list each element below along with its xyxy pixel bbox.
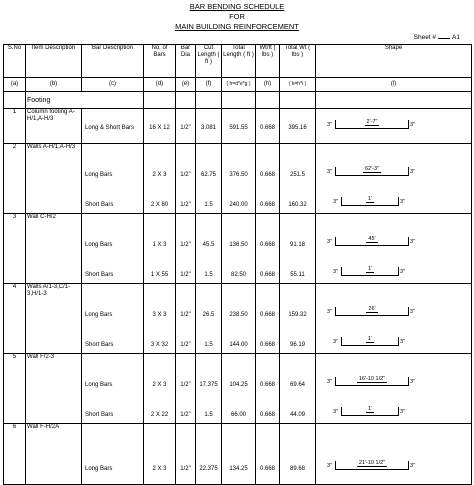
shape-right-hook: 3": [410, 463, 416, 469]
total-length-cell: [222, 424, 256, 485]
wt-per-ft: 0.668: [259, 242, 275, 248]
bar-dia-cell: [176, 144, 196, 214]
bar-description-cell: [82, 284, 144, 354]
bar-description: Short Bars: [85, 202, 114, 208]
shape-length: 1': [367, 336, 373, 342]
total-weight: 160.32: [288, 202, 307, 208]
item-description-cell: Wall F-H/2A: [26, 424, 82, 485]
wt-per-ft: 0.668: [259, 272, 275, 278]
bar-description-cell: [82, 424, 144, 485]
total-length: 104.25: [229, 382, 248, 388]
shape-right-hook: 3": [400, 199, 406, 205]
bar-dia: 1/2": [180, 272, 191, 278]
wt-per-ft-cell: [256, 354, 280, 424]
table-row: [4, 144, 472, 214]
bar-dia: 1/2": [180, 242, 191, 248]
table-row: [4, 214, 472, 284]
shape-left-hook: 3": [333, 339, 339, 345]
bar-description-cell: [82, 214, 144, 284]
wt-per-ft: 0.668: [259, 382, 275, 388]
no-of-bars: 1 X 3: [152, 242, 167, 248]
wt-per-ft: 0.668: [259, 202, 275, 208]
cut-length-cell: [196, 354, 222, 424]
shape-length: 1': [367, 196, 373, 202]
code-d: (d): [144, 78, 176, 92]
wt-per-ft: 0.668: [259, 172, 275, 178]
bar-description: Long Bars: [85, 312, 113, 318]
col-cut: Cut Length ( ft ): [196, 45, 222, 78]
total-weight: 69.64: [289, 382, 305, 388]
schedule-subtitle: MAIN BUILDING REINFORCEMENT: [175, 22, 299, 31]
sheet-number: [414, 34, 460, 41]
bar-description: Long Bars: [85, 172, 113, 178]
table-row: [4, 109, 472, 144]
bar-line: [335, 307, 409, 316]
col-bar-desc: Bar Description: [82, 45, 144, 78]
table-row: [4, 424, 472, 485]
code-row: [4, 78, 472, 92]
bar-dia-cell: [176, 424, 196, 485]
total-length: 134.25: [229, 466, 248, 472]
bar-description: Short Bars: [85, 412, 114, 418]
schedule-for: FOR: [229, 12, 245, 21]
wt-per-ft: 0.668: [259, 125, 275, 131]
wt-per-ft: 0.668: [259, 312, 275, 318]
no-of-bars: 2 X 80: [150, 202, 169, 208]
sno-cell: 5: [4, 354, 26, 424]
cut-length: 3.081: [200, 125, 216, 131]
wt-per-ft: 0.668: [259, 412, 275, 418]
bar-shape-diagram: [317, 335, 467, 349]
sno-cell: 2: [4, 144, 26, 214]
cut-length-cell: [196, 284, 222, 354]
total-length: 66.00: [230, 412, 246, 418]
cut-length: 45.5: [202, 242, 215, 248]
no-of-bars-cell: [144, 144, 176, 214]
no-of-bars-cell: [144, 109, 176, 144]
table-row: [4, 354, 472, 424]
col-wtft: Wt/ft ( lbs ): [256, 45, 280, 78]
sno-cell: 4: [4, 284, 26, 354]
bar-shape-diagram: [317, 265, 467, 279]
shape-right-hook: 3": [410, 169, 416, 175]
no-of-bars: 1 X 55: [150, 272, 169, 278]
no-of-bars: 3 X 3: [152, 312, 167, 318]
code-i: ( k=h*i ): [280, 78, 316, 92]
no-of-bars-cell: [144, 284, 176, 354]
bar-shape-diagram: [317, 459, 467, 473]
bar-description-cell: [82, 109, 144, 144]
no-of-bars: 2 X 22: [150, 412, 169, 418]
shape-left-hook: 3": [327, 169, 333, 175]
cut-length-cell: [196, 424, 222, 485]
total-weight-cell: [280, 109, 316, 144]
shape-cell: [316, 214, 472, 284]
bar-dia: 1/2": [180, 342, 191, 348]
total-length: 136.50: [229, 242, 248, 248]
shape-right-hook: 3": [410, 379, 416, 385]
shape-left-hook: 3": [327, 463, 333, 469]
cut-length: 1.5: [204, 412, 213, 418]
col-item: Item Description: [26, 45, 82, 78]
cut-length-cell: [196, 144, 222, 214]
shape-right-hook: 3": [410, 309, 416, 315]
no-of-bars-cell: [144, 354, 176, 424]
shape-cell: [316, 424, 472, 485]
code-a: (a): [4, 78, 26, 92]
total-weight: 55.11: [290, 272, 305, 278]
bar-line: [341, 267, 399, 276]
code-c: (c): [82, 78, 144, 92]
sno-cell: 6: [4, 424, 26, 485]
item-description-cell: Walls A-H/1,A-H/3: [26, 144, 82, 214]
total-length: 82.50: [230, 272, 246, 278]
code-g: ( h=d*e*g ): [222, 78, 256, 92]
bar-dia: 1/2": [180, 382, 191, 388]
code-l: (l): [316, 78, 472, 92]
total-length-cell: [222, 284, 256, 354]
wt-per-ft-cell: [256, 214, 280, 284]
bar-shape-diagram: [317, 305, 467, 319]
shape-left-hook: 3": [333, 199, 339, 205]
cut-length: 22.375: [199, 466, 218, 472]
no-of-bars: 2 X 3: [152, 382, 167, 388]
sheet-value: A1: [452, 34, 460, 41]
shape-right-hook: 3": [410, 239, 416, 245]
shape-right-hook: 3": [410, 122, 416, 128]
item-description-cell: Column footing A-H/1,A-H/3: [26, 109, 82, 144]
shape-cell: [316, 144, 472, 214]
bar-description: Long Bars: [85, 242, 113, 248]
bar-line: [335, 377, 409, 386]
total-length-cell: [222, 354, 256, 424]
shape-length: 2'-7": [366, 119, 378, 125]
bar-shape-diagram: [317, 118, 467, 132]
shape-length: 1': [367, 266, 373, 272]
cut-length: 1.5: [204, 342, 213, 348]
shape-length: 62'-3": [364, 166, 379, 172]
wt-per-ft-cell: [256, 144, 280, 214]
no-of-bars-cell: [144, 214, 176, 284]
col-total-wt: Total Wt ( lbs ): [280, 45, 316, 78]
shape-right-hook: 3": [400, 409, 406, 415]
bar-line: [335, 461, 409, 470]
shape-length: 1': [367, 406, 373, 412]
bar-line: [341, 337, 399, 346]
bar-description: Short Bars: [85, 342, 114, 348]
col-shape: Shape: [316, 45, 472, 78]
shape-left-hook: 3": [327, 239, 333, 245]
no-of-bars: 2 X 3: [152, 172, 167, 178]
table-row: [4, 284, 472, 354]
shape-right-hook: 3": [400, 269, 406, 275]
bar-shape-diagram: [317, 195, 467, 209]
wt-per-ft-cell: [256, 284, 280, 354]
sheet-label: Sheet #: [413, 34, 437, 41]
cut-length-cell: [196, 109, 222, 144]
shape-length: 21'-10 1/2": [358, 460, 386, 466]
bar-line: [335, 237, 409, 246]
bar-description-cell: [82, 354, 144, 424]
col-sno: S.No: [4, 45, 26, 78]
bar-shape-diagram: [317, 165, 467, 179]
bar-dia: 1/2": [180, 172, 191, 178]
code-f: (f): [196, 78, 222, 92]
wt-per-ft-cell: [256, 424, 280, 485]
total-weight: 251.5: [289, 172, 305, 178]
bar-description: Long Bars: [85, 466, 113, 472]
bar-dia: 1/2": [180, 125, 191, 131]
total-length: 144.00: [229, 342, 248, 348]
sno-cell: 1: [4, 109, 26, 144]
section-title: Footing: [26, 92, 144, 109]
bar-description: Short Bars: [85, 272, 114, 278]
total-length: 240.00: [229, 202, 248, 208]
wt-per-ft: 0.668: [259, 342, 275, 348]
shape-length: 26': [368, 306, 376, 312]
no-of-bars-cell: [144, 424, 176, 485]
bar-shape-diagram: [317, 235, 467, 249]
bar-dia: 1/2": [180, 412, 191, 418]
header-row: [4, 45, 472, 78]
schedule-body: [4, 109, 472, 485]
cut-length: 1.5: [204, 272, 213, 278]
total-weight-cell: [280, 214, 316, 284]
no-of-bars: 2 X 3: [152, 466, 167, 472]
total-length-cell: [222, 144, 256, 214]
code-h: (h): [256, 78, 280, 92]
shape-cell: [316, 354, 472, 424]
code-e: (e): [176, 78, 196, 92]
shape-cell: [316, 284, 472, 354]
item-description-cell: Walls A/1-3,C/1-3,H/1-3: [26, 284, 82, 354]
total-length-cell: [222, 109, 256, 144]
item-description-cell: Wall F/2-3: [26, 354, 82, 424]
total-weight-cell: [280, 354, 316, 424]
item-description-cell: Wall C-H/2: [26, 214, 82, 284]
shape-left-hook: 3": [333, 409, 339, 415]
no-of-bars: 16 X 12: [149, 125, 170, 131]
bar-dia-cell: [176, 109, 196, 144]
total-weight: 89.68: [289, 466, 305, 472]
shape-right-hook: 3": [400, 339, 406, 345]
total-length: 238.50: [229, 312, 248, 318]
bar-description: Long Bars: [85, 382, 113, 388]
code-b: (b): [26, 78, 82, 92]
bar-line: [335, 167, 409, 176]
total-weight-cell: [280, 144, 316, 214]
total-weight: 395.16: [288, 125, 307, 131]
shape-left-hook: 3": [327, 379, 333, 385]
bar-description: Long & Short Bars: [85, 125, 135, 131]
bar-dia-cell: [176, 354, 196, 424]
bar-line: [341, 407, 399, 416]
total-weight: 159.32: [288, 312, 307, 318]
shape-left-hook: 3": [327, 309, 333, 315]
total-length: 591.55: [229, 125, 248, 131]
bar-description-cell: [82, 144, 144, 214]
bar-dia-cell: [176, 284, 196, 354]
col-total-len: Total Length ( ft ): [222, 45, 256, 78]
bar-shape-diagram: [317, 375, 467, 389]
schedule-title: BAR BENDING SCHEDULE: [189, 2, 285, 11]
cut-length: 17.375: [199, 382, 218, 388]
sno-cell: 3: [4, 214, 26, 284]
bar-dia: 1/2": [180, 466, 191, 472]
bar-dia-cell: [176, 214, 196, 284]
wt-per-ft: 0.668: [259, 466, 275, 472]
schedule-table: [3, 44, 472, 485]
section-row: [4, 92, 472, 109]
col-dia: Bar Dia: [176, 45, 196, 78]
total-weight: 91.18: [289, 242, 305, 248]
cut-length: 1.5: [204, 202, 213, 208]
shape-left-hook: 3": [327, 122, 333, 128]
bar-line: [335, 120, 409, 129]
shape-length: 16'-10 1/2": [358, 376, 386, 382]
total-weight: 44.09: [289, 412, 305, 418]
total-length-cell: [222, 214, 256, 284]
cut-length: 62.75: [200, 172, 216, 178]
total-weight: 96.19: [289, 342, 305, 348]
bar-dia: 1/2": [180, 202, 191, 208]
no-of-bars: 3 X 32: [150, 342, 169, 348]
wt-per-ft-cell: [256, 109, 280, 144]
cut-length: 26.5: [202, 312, 215, 318]
total-length: 376.50: [229, 172, 248, 178]
cut-length-cell: [196, 214, 222, 284]
bar-dia: 1/2": [180, 312, 191, 318]
total-weight-cell: [280, 424, 316, 485]
bar-shape-diagram: [317, 405, 467, 419]
shape-cell: [316, 109, 472, 144]
shape-left-hook: 3": [333, 269, 339, 275]
total-weight-cell: [280, 284, 316, 354]
bar-line: [341, 197, 399, 206]
shape-length: 45': [368, 236, 376, 242]
col-bars: No. of Bars: [144, 45, 176, 78]
